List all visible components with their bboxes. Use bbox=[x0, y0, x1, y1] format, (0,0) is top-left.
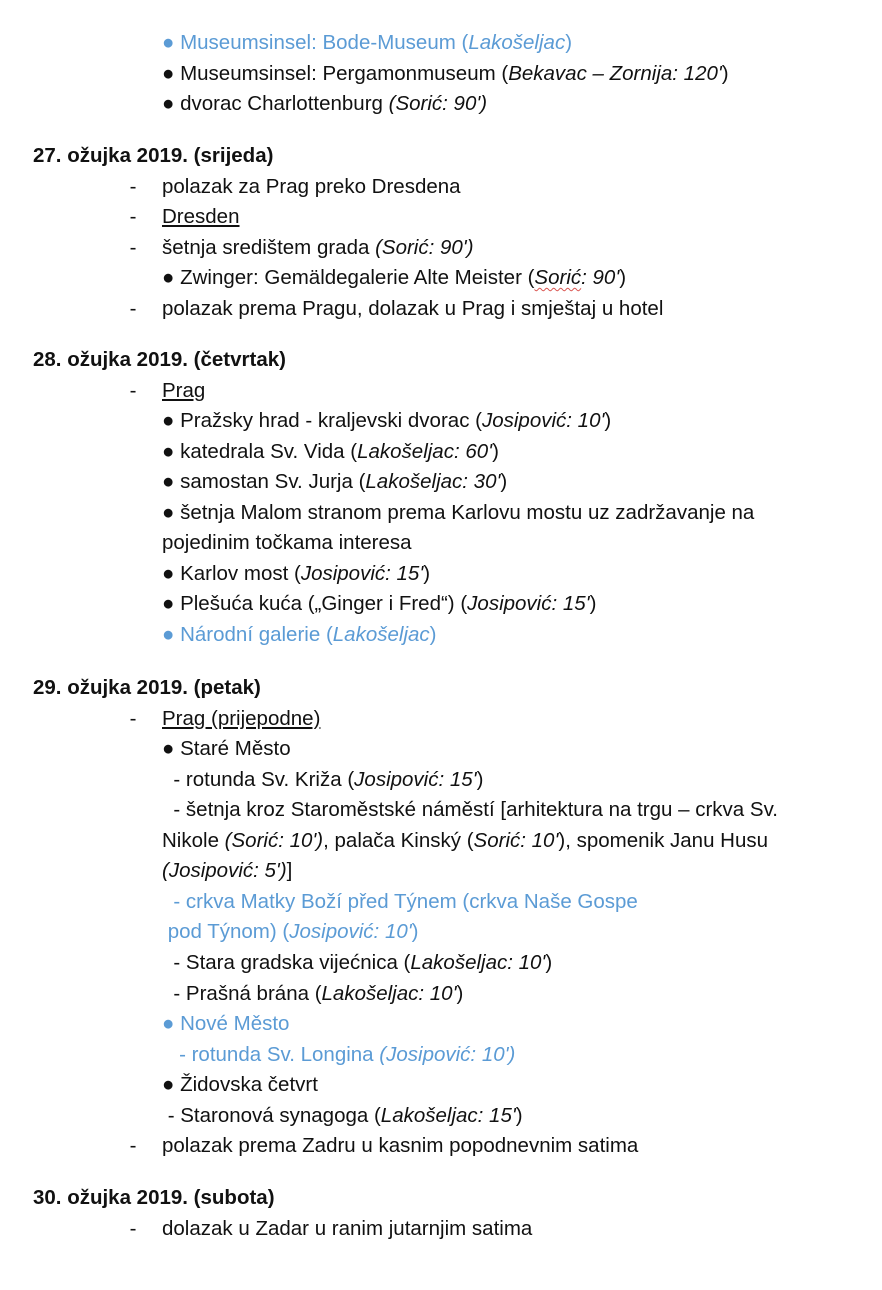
line-italic: Lakošeljac bbox=[468, 31, 566, 54]
list-dash: - bbox=[129, 706, 137, 730]
itinerary-line bbox=[162, 1041, 515, 1069]
line-text: ● Plešuća kuća („Ginger i Fred“) ( bbox=[162, 592, 468, 616]
itinerary-line bbox=[162, 529, 412, 557]
day-heading: 30. ožujka 2019. (subota) bbox=[33, 1186, 275, 1209]
itinerary-line bbox=[162, 1010, 289, 1038]
line-italic: Lakošeljac: 60' bbox=[357, 439, 493, 463]
line-tail: ) bbox=[515, 1103, 523, 1127]
line-tail: , palača Kinský ( bbox=[323, 828, 474, 852]
line-italic: Josipović: 15' bbox=[354, 767, 477, 791]
line-text: ● katedrala Sv. Vida ( bbox=[162, 439, 358, 463]
list-dash: - bbox=[129, 1134, 137, 1158]
line-text: ● Karlov most ( bbox=[162, 561, 301, 585]
line-text: - šetnja kroz Staroměstské náměstí [arhitektura na trgu – crkva Sv. bbox=[162, 798, 779, 822]
itinerary-line bbox=[162, 980, 463, 1008]
line-text: pojedinim točkama interesa bbox=[162, 531, 412, 555]
list-dash: - bbox=[129, 205, 137, 229]
line-tail: ) bbox=[492, 439, 499, 463]
itinerary-line bbox=[162, 560, 430, 588]
line-italic: Lakošeljac: 30' bbox=[365, 470, 501, 494]
itinerary-line bbox=[162, 1102, 523, 1130]
line-italic: Sorić: 10' bbox=[473, 828, 559, 852]
itinerary-line bbox=[162, 264, 626, 292]
itinerary-line bbox=[129, 1132, 639, 1160]
line-tail: ) bbox=[619, 266, 627, 290]
line-tail: ) bbox=[423, 561, 431, 585]
line-text: ● Nové Město bbox=[162, 1012, 290, 1036]
line-italic bbox=[534, 266, 581, 289]
day-heading: 29. ožujka 2019. (petak) bbox=[33, 676, 261, 699]
line-text: polazak prema Pragu, dolazak u Prag i smještaj u hotel bbox=[162, 296, 664, 320]
line-text: polazak prema Zadru u kasnim popodnevnim satima bbox=[162, 1134, 639, 1158]
line-text: - rotunda Sv. Longina bbox=[162, 1042, 380, 1066]
itinerary-line bbox=[162, 438, 499, 466]
line-text: Prag bbox=[162, 378, 206, 402]
itinerary-line bbox=[162, 827, 768, 855]
line-tail: ) bbox=[456, 981, 464, 1005]
line-text: - rotunda Sv. Križa ( bbox=[162, 767, 355, 791]
line-text: ● Staré Město bbox=[162, 737, 291, 761]
line-italic: Lakošeljac bbox=[332, 622, 430, 646]
line-italic: Josipović: 15' bbox=[300, 561, 424, 585]
line-italic: : 90' bbox=[581, 266, 620, 290]
line-text: Nikole bbox=[162, 828, 225, 852]
line-tail: ) bbox=[545, 950, 553, 974]
line-italic: Lakošeljac: 10' bbox=[321, 981, 457, 1005]
line-text: - crkva Matky Boží před Týnem (crkva Naše Gospe bbox=[162, 889, 638, 913]
line-italic: (Sorić: 90') bbox=[375, 235, 474, 259]
line-text: šetnja središtem grada bbox=[162, 235, 376, 259]
line-text: - Staronová synagoga ( bbox=[162, 1103, 381, 1127]
line-text: ● Pražsky hrad - kraljevski dvorac ( bbox=[162, 409, 482, 433]
itinerary-line bbox=[162, 888, 638, 916]
itinerary-line bbox=[162, 735, 291, 763]
line-tail: ) bbox=[565, 31, 573, 54]
line-italic: (Sorić: 90') bbox=[388, 92, 488, 116]
line-italic: Josipović: 10' bbox=[289, 920, 412, 944]
itinerary-line bbox=[129, 377, 206, 405]
itinerary-line bbox=[162, 1071, 318, 1099]
line-italic: Lakošeljac: 15' bbox=[380, 1103, 516, 1127]
itinerary-line bbox=[162, 949, 552, 977]
line-italic: (Josipović: 5') bbox=[162, 859, 287, 883]
line-text: Dresden bbox=[162, 205, 240, 229]
list-dash: - bbox=[129, 1216, 137, 1240]
line-text: ● Židovska četvrt bbox=[162, 1073, 318, 1097]
line-text: polazak za Prag preko Dresdena bbox=[162, 174, 461, 198]
line-text: ● Museumsinsel: Bode-Museum ( bbox=[162, 31, 469, 54]
list-dash: - bbox=[129, 296, 137, 320]
line-text: dolazak u Zadar u ranim jutarnjim satima bbox=[162, 1216, 533, 1240]
itinerary-line bbox=[129, 295, 664, 323]
line-tail: ) bbox=[589, 592, 597, 616]
line-italic: Josipović: 10' bbox=[481, 409, 605, 433]
line-text: ● Zwinger: Gemäldegalerie Alte Meister ( bbox=[162, 266, 535, 290]
itinerary-line bbox=[162, 766, 483, 794]
line-italic: (Sorić: 10') bbox=[224, 828, 324, 852]
itinerary-line bbox=[162, 590, 596, 618]
line-text: ● šetnja Malom stranom prema Karlovu mostu uz zadržavanje na bbox=[162, 500, 755, 524]
itinerary-line bbox=[129, 173, 461, 201]
list-dash: - bbox=[129, 378, 137, 402]
itinerary-line bbox=[162, 407, 611, 435]
itinerary-line bbox=[162, 60, 729, 88]
line-italic: (Josipović: 10') bbox=[379, 1042, 516, 1066]
itinerary-line bbox=[162, 796, 778, 824]
line-text: - Stara gradska vijećnica ( bbox=[162, 950, 411, 974]
itinerary-line bbox=[162, 499, 754, 527]
line-text: Prag (prijepodne) bbox=[162, 706, 321, 730]
line-italic: Lakošeljac: 10' bbox=[410, 950, 546, 974]
line-tail: ) bbox=[476, 767, 484, 791]
line-text: pod Týnom) ( bbox=[162, 920, 290, 944]
line-text: ● Národní galerie ( bbox=[162, 622, 333, 646]
line-tail: ) bbox=[500, 470, 508, 494]
itinerary-line bbox=[162, 29, 572, 57]
line-text: ● Museumsinsel: Pergamonmuseum ( bbox=[162, 61, 509, 85]
line-italic: Bekavac – Zornija: 120' bbox=[508, 61, 722, 85]
itinerary-line bbox=[162, 621, 436, 649]
day-heading: 27. ožujka 2019. (srijeda) bbox=[33, 144, 274, 167]
itinerary-line bbox=[129, 705, 321, 733]
itinerary-line bbox=[129, 234, 474, 262]
list-dash: - bbox=[129, 235, 137, 259]
line-tail: ] bbox=[286, 859, 293, 883]
line-text: - Prašná brána ( bbox=[162, 981, 322, 1005]
itinerary-line bbox=[129, 1215, 533, 1243]
itinerary-line bbox=[162, 857, 292, 885]
spellcheck-word: Sorić bbox=[534, 266, 582, 290]
line-text: ● dvorac Charlottenburg bbox=[162, 92, 389, 116]
line-tail: ) bbox=[411, 920, 419, 944]
itinerary-line bbox=[162, 90, 487, 118]
line-tail: ) bbox=[429, 622, 437, 646]
itinerary-line bbox=[129, 203, 240, 231]
line-italic: Josipović: 15' bbox=[467, 592, 590, 616]
list-dash: - bbox=[129, 174, 137, 198]
itinerary-line bbox=[162, 918, 418, 946]
line-tail: ), spomenik Janu Husu bbox=[558, 828, 769, 852]
line-tail: ) bbox=[721, 61, 729, 85]
day-heading: 28. ožujka 2019. (četvrtak) bbox=[33, 348, 286, 371]
itinerary-line bbox=[162, 468, 507, 496]
line-tail: ) bbox=[604, 409, 612, 433]
line-text: ● samostan Sv. Jurja ( bbox=[162, 470, 366, 494]
